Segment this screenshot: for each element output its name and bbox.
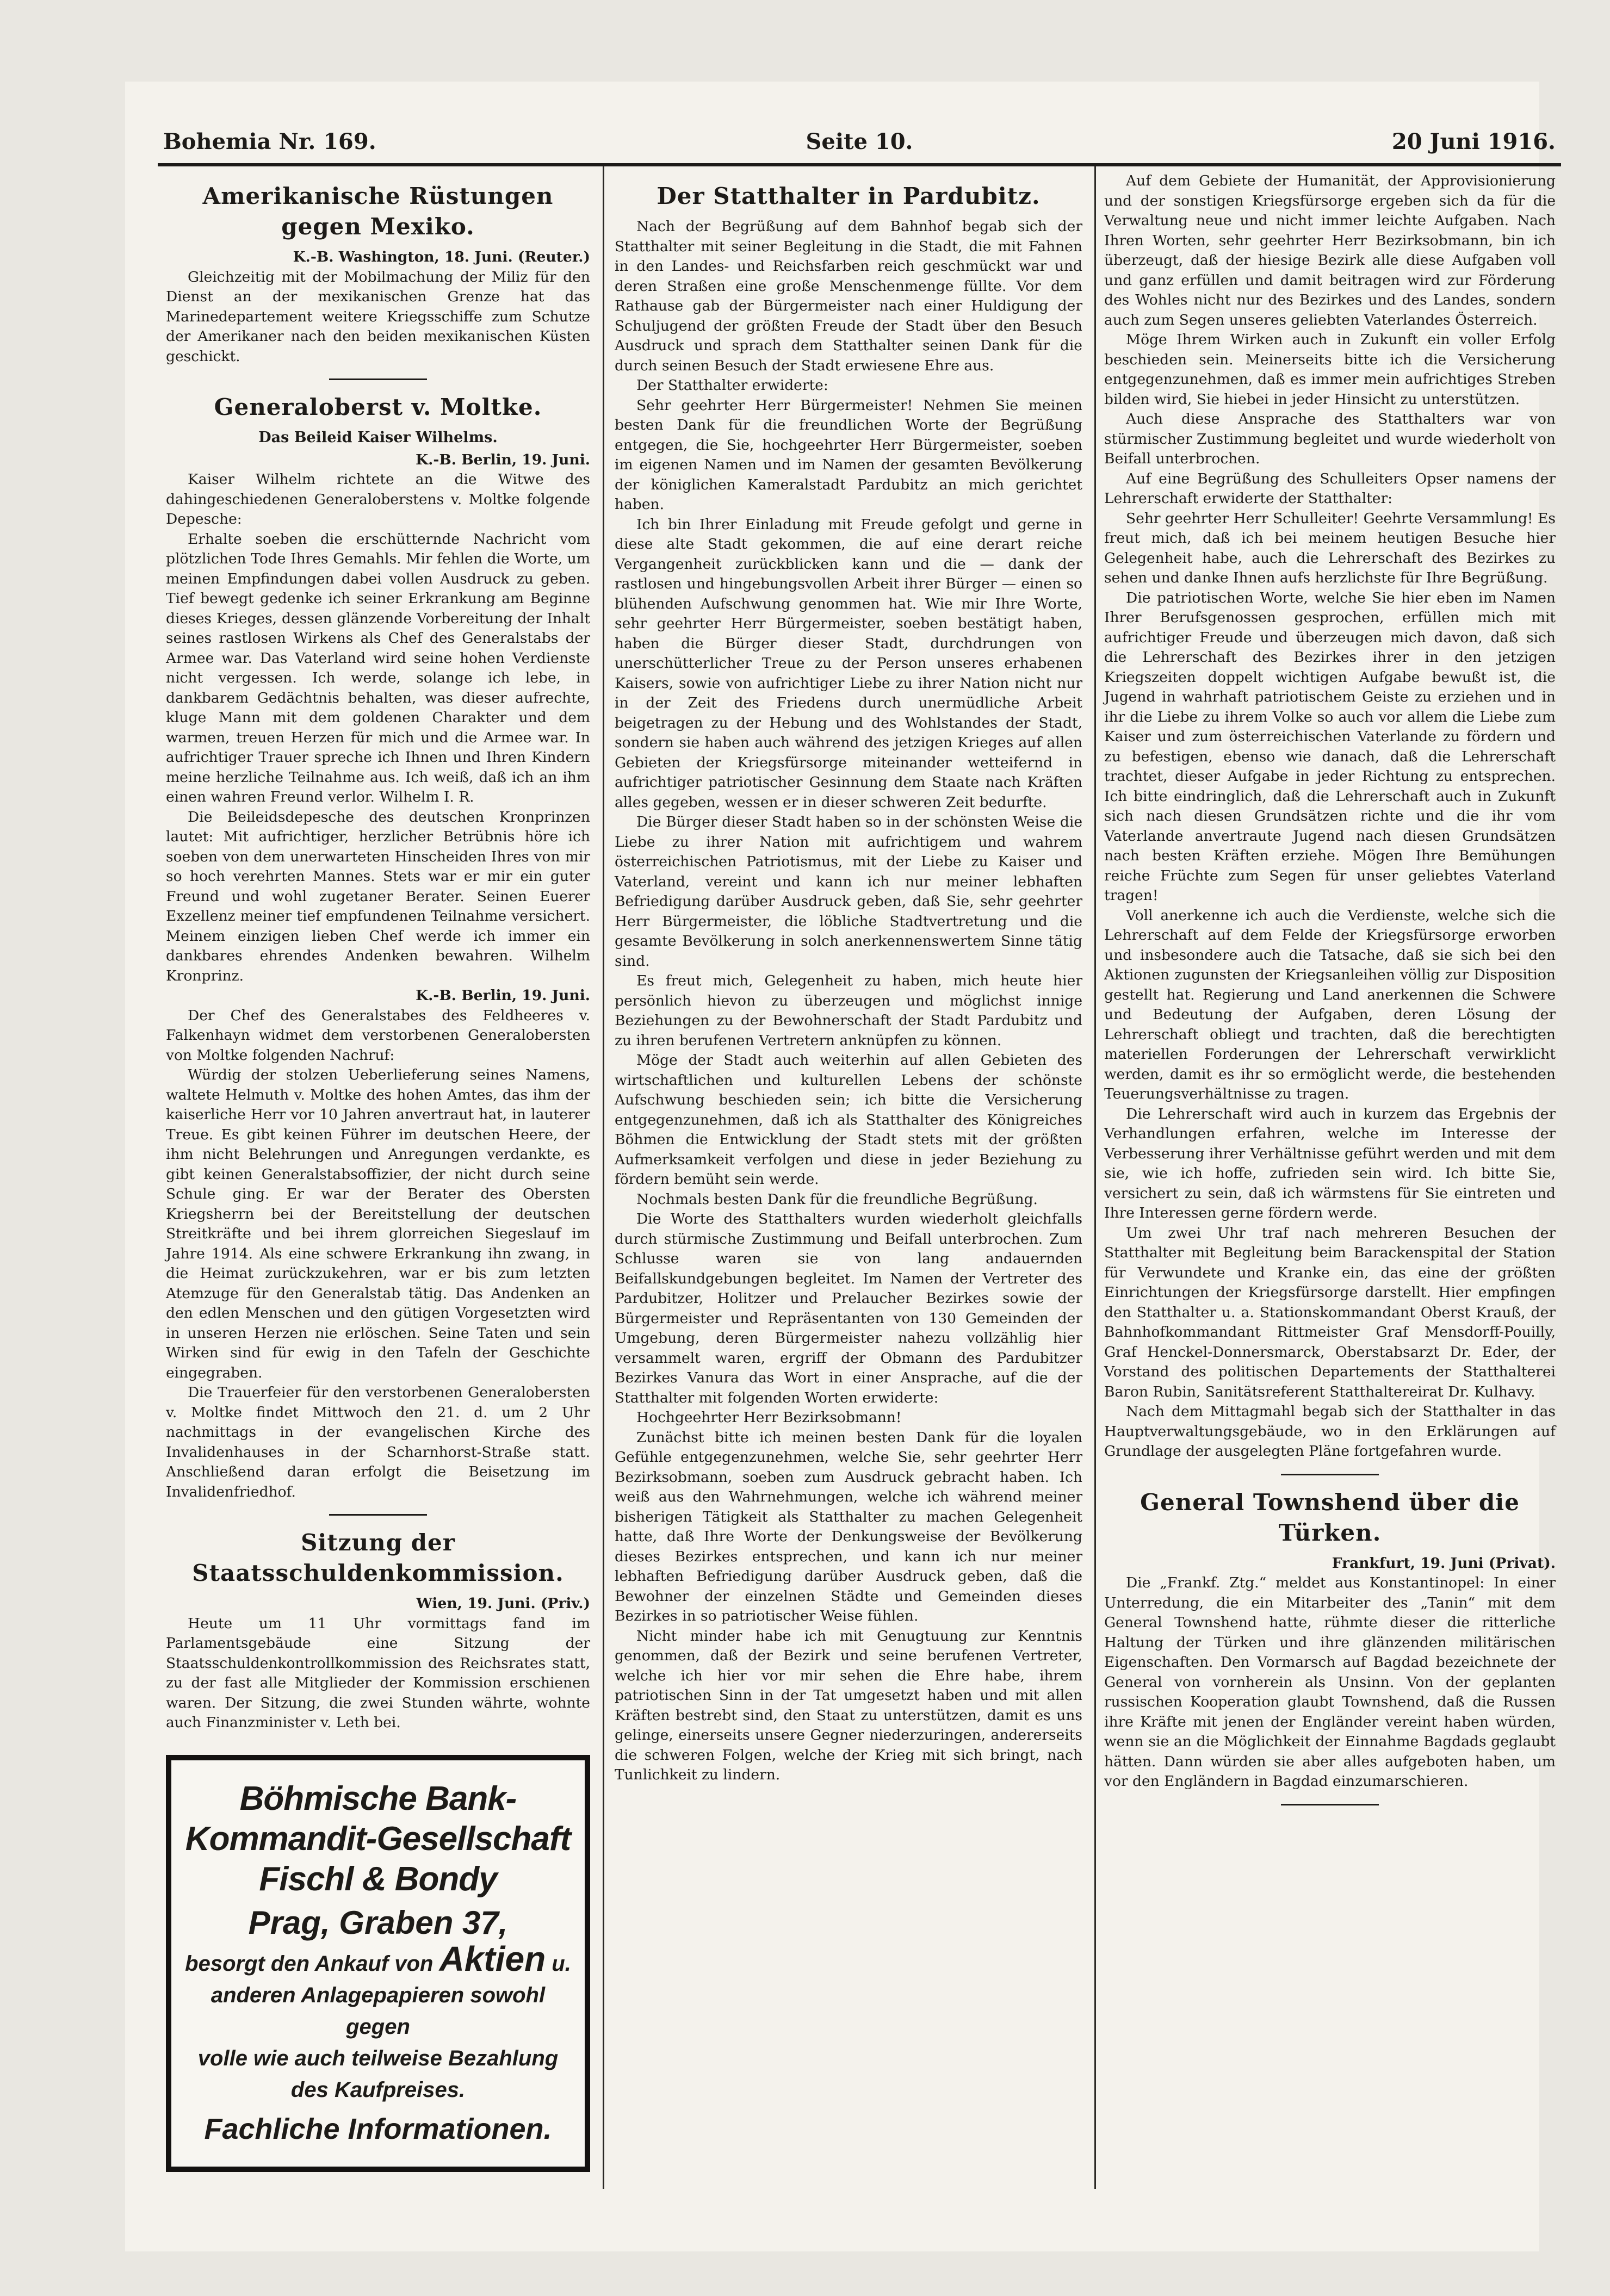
ad-line: anderen Anlagepapieren sowohl gegen [210, 1983, 546, 2039]
article-headline: Sitzung der Staatsschuldenkommission. [192, 1529, 564, 1586]
article-paragraph: Kaiser Wilhelm richtete an die Witwe des dahingeschiedenen Generaloberstens v. Moltke folgende Depesche: [166, 471, 590, 528]
article-paragraph: Um zwei Uhr traf nach mehreren Besuchen der Statthalter mit Begleitung beim Barackenspital der Station für Verwundete und Kranke ein, das eine der größten Einrichtungen der Kriegsfürsorge darstellt. Hier empfingen den Statthalter u. a. Stationskommandant Oberst Krauß, der Bahnhofkommandant Rittmeister Graf Mensdorff-Pouilly, Graf Henckel-Donnersmarck, Oberstabsarzt Dr. Eder, der Vorstand des politischen Departements der Statthalterei Baron Rubin, Sanitätsreferent Statthaltereirat Dr. Kulhavy. [1104, 1224, 1556, 1400]
article-paragraph: Die patriotischen Worte, welche Sie hier eben im Namen Ihrer Berufsgenossen gesprochen, erfüllen mich mit aufrichtiger Freude und überzeugen mich davon, daß sich die Lehrerschaft des Bezirkes ihrer in den jetzigen Kriegszeiten doppelt wichtigen Aufgabe bewußt ist, die Jugend in wahrhaft patriotischem Geiste zu erziehen und in ihr die Liebe zu ihrem Volke so auch vor allem die Liebe zum Kaiser und zum österreichischen Vaterlande zu fördern und zu befestigen, ebenso wie danach, daß die Lehrerschaft trachtet, dieser Aufgabe in jeder Richtung zu entsprechen. Ich bitte eindringlich, daß die Lehrerschaft auch in Zukunft sich nach diesen Grundsätzen richte und die ihr vom Vaterlande anvertraute Jugend nach diesen Grundsätzen nach besten Kräften erziehe. Mögen Ihre Bemühungen reiche Früchte zum Segen für unser geliebtes Vaterland tragen! [1104, 589, 1556, 904]
column-separator [1094, 166, 1096, 2189]
dateline: K.-B. Washington, 18. Juni. (Reuter.) [293, 249, 590, 265]
dateline: Frankfurt, 19. Juni (Privat). [1332, 1554, 1556, 1572]
article-paragraph: Erhalte soeben die erschütternde Nachricht vom plötzlichen Tode Ihres Gemahls. Mir fehlen die Worte, um meinen Empfindungen dabei vollen Ausdruck zu geben. Tief bewegt gedenke ich seiner Erkrankung am Beginne dieses Krieges, dessen glänzende Vorbereitung der Inhalt seines rastlosen Wirkens als Chef des Generalstabs der Armee war. Das Vaterland wird seine hohen Verdienste nicht vergessen. Ich werde, solange ich lebe, in dankbarem Gedächtnis behalten, was dieser aufrechte, kluge Mann mit dem goldenen Charakter und dem warmen, treuen Herzen für mich und die Armee war. In aufrichtiger Trauer spreche ich Ihnen und Ihren Kindern meine herzliche Teilnahme aus. Ich weiß, daß ich an ihm einen wahren Freund verlor. Wilhelm I. R. [166, 530, 590, 805]
article-paragraph: Der Chef des Generalstabes des Feldheeres v. Falkenhayn widmet dem verstorbenen Generalobersten von Moltke folgenden Nachruf: [166, 1007, 590, 1064]
article-paragraph: Voll anerkenne ich auch die Verdienste, welche sich die Lehrerschaft auf dem Felde der Kriegsfürsorge erworben und insbesondere auch die Tatsache, daß sie sich bei den Aktionen zugunsten der Kriegsanleihen völlig zur Disposition gestellt hat. Regierung und Land anerkennen die Schwere und Bedeutung der Aufgaben, deren Lösung der Lehrerschaft obliegt und trachten, daß die berechtigten materiellen Forderungen der Lehrerschaft verwirklicht werden, damit es ihr so ermöglicht werde, die bestehenden Teuerungsverhältnisse zu tragen. [1104, 907, 1556, 1102]
story-divider [329, 1514, 427, 1516]
header-rule [158, 163, 1561, 166]
article-paragraph: Der Statthalter erwiderte: [636, 377, 828, 394]
ad-address: Prag, Graben 37, [248, 1904, 508, 1941]
article-paragraph: Sehr geehrter Herr Bürgermeister! Nehmen Sie meinen besten Dank für die freundlichen Worte der Begrüßung entgegen, die Sie, hochgeehrter Herr Bürgermeister, soeben im eigenen Namen und im Namen der gesamten Bevölkerung der königlichen Kameralstadt Pardubitz an mich gerichtet haben. [615, 396, 1082, 513]
article-headline: General Townshend über die Türken. [1140, 1488, 1520, 1546]
page-header [163, 120, 1556, 163]
article-paragraph: Die Bürger dieser Stadt haben so in der schönsten Weise die Liebe zu ihrer Nation mit aufrichtigem und wahrem österreichischen Patriotismus, mit der Liebe zu Kaiser und Vaterland, vereint und kann ich nur meiner lebhaften Befriedigung darüber Ausdruck geben, daß Sie, sehr geehrter Herr Bürgermeister, die löbliche Stadtvertretung und die gesamte Bevölkerung in solch anerkennenswertem Sinne tätig sind. [615, 814, 1082, 970]
article-paragraph: Hochgeehrter Herr Bezirksobmann! [636, 1409, 902, 1426]
dateline: Wien, 19. Juni. (Priv.) [416, 1595, 590, 1612]
article-paragraph: Die Lehrerschaft wird auch in kurzem das Ergebnis der Verhandlungen erfahren, welche im Interesse der Verbesserung ihrer Verhältnisse geführt werden und mit dem sie, wie ich hoffe, zufrieden sein wird. Ich bitte Sie, versichert zu sein, daß ich wärmstens für Sie eintreten und Ihre Interessen gerne fördern werde. [1104, 1105, 1556, 1221]
article-paragraph: Auf eine Begrüßung des Schulleiters Opser namens der Lehrerschaft erwiderte der Statthalter: [1104, 470, 1556, 507]
article-paragraph: Es freut mich, Gelegenheit zu haben, mich heute hier persönlich hievon zu überzeugen und möglichst innige Beziehungen zu der Bewohnerschaft der Stadt Pardubitz und zu ihren berufenen Vertretern anknüpfen zu können. [615, 972, 1082, 1049]
column-2 [615, 171, 1082, 1785]
ad-line: besorgt den Ankauf von Aktien u. [185, 1939, 571, 1978]
article-paragraph: Gleichzeitig mit der Mobilmachung der Miliz für den Dienst an der mexikanischen Grenze hat das Marinedepartement weitere Kriegsschiffe zum Schutze der Amerikaner nach den beiden mexikanischen Küsten geschickt. [166, 268, 590, 365]
article-paragraph: Möge der Stadt auch weiterhin auf allen Gebieten des wirtschaftlichen und kulturellen Lebens der schönste Aufschwung beschieden sein; ich bitte die Versicherung entgegenzunehmen, daß ich als Statthalter des Königreiches Böhmen die Entwicklung der Stadt stets mit der größten Aufmerksamkeit verfolgen und diese in jeder Beziehung zu fördern bemüht sein werde. [615, 1052, 1082, 1188]
ad-company-name: Böhmische Bank-Kommandit-Gesellschaft Fischl & Bondy [185, 1779, 571, 1898]
ad-line: volle wie auch teilweise Bezahlung des Kaufpreises. [197, 2046, 559, 2102]
bank-advertisement [166, 1755, 590, 2172]
article-paragraph: Die Worte des Statthalters wurden wiederholt gleichfalls durch stürmische Zustimmung und Beifall unterbrochen. Zum Schlusse waren sie von lang andauernden Beifallskundgebungen begleitet. Im Namen der Vertreter des Pardubitzer, Holitzer und Prelaucher Bezirkes sowie der Bürgermeister und Repräsentanten von 130 Gemeinden der Umgebung, deren Bürgermeister nahezu vollzählig hier versammelt waren, ergriff der Obmann des Pardubitzer Bezirkes Vanura das Wort in einer Ansprache, auf die der Statthalter mit folgenden Worten erwiderte: [615, 1211, 1082, 1406]
issue-date: 20 Juni 1916. [1391, 128, 1556, 154]
article-paragraph: Die Trauerfeier für den verstorbenen Generalobersten v. Moltke findet Mittwoch den 21. d. um 2 Uhr nachmittags in der evangelischen Kirche des Invalidenhauses in der Scharnhorst-Straße statt. Anschließend daran erfolgt die Beisetzung im Invalidenfriedhof. [166, 1384, 590, 1500]
article-paragraph: Auch diese Ansprache des Statthalters war von stürmischer Zustimmung begleitet und wurde wiederholt von Beifall unterbrochen. [1104, 411, 1556, 467]
article-paragraph: Möge Ihrem Wirken auch in Zukunft ein voller Erfolg beschieden sein. Meinerseits bitte ich die Versicherung entgegenzunehmen, daß es immer mein aufrichtiges Streben bilden wird, Sie hiebei in jeder Hinsicht zu unterstützen. [1104, 331, 1556, 408]
article-paragraph: Nicht minder habe ich mit Genugtuung zur Kenntnis genommen, daß der Bezirk und seine berufenen Vertreter, welche ich hier vor mir sehen die Ehre habe, ihrem patriotischen Sinn in der Tat umgesetzt haben und mit allen Kräften bestrebt sind, den Staat zu unterstützen, damit es uns gelinge, einerseits unsere Gegner niederzuringen, andererseits die schweren Folgen, welche der Krieg mit sich bringt, nach Tunlichkeit zu lindern. [615, 1627, 1082, 1783]
article-paragraph: Würdig der stolzen Ueberlieferung seines Namens, waltete Helmuth v. Moltke des hohen Amtes, das ihm der kaiserliche Herr vor 10 Jahren anvertraut hat, in lauterer Treue. Es gibt keinen Führer im deutschen Heere, der ihm nicht Belehrungen und Anregungen verdankte, es gibt keinen Generalstabsoffizier, der nicht durch seine Schule ging. Er war der Berater des Obersten Kriegsherrn bei der Bereitstellung der deutschen Streitkräfte und bei ihrem glorreichen Siegeslauf im Jahre 1914. Als eine schwere Erkrankung ihn zwang, in die Heimat zurückzukehren, war er bis zum letzten Atemzuge für den Generalstab tätig. Das Andenken an den edlen Menschen und den gütigen Vorgesetzten wird in unseren Herzen nie erlöschen. Seine Taten und sein Wirken sind für ewig in den Tafeln der Geschichte eingegraben. [166, 1066, 590, 1381]
ad-footer: Fachliche Informationen. [204, 2112, 552, 2145]
article-paragraph: Heute um 11 Uhr vormittags fand im Parlamentsgebäude eine Sitzung der Staatsschuldenkontrollkommission des Reichsrates statt, zu der fast alle Mitglieder der Kommission erschienen waren. Der Sitzung, die zwei Stunden währte, wohnte auch Finanzminister v. Leth bei. [166, 1615, 590, 1731]
story-divider [1281, 1804, 1379, 1805]
article-headline: Amerikanische Rüstungen gegen Mexiko. [202, 183, 554, 240]
story-divider [329, 378, 427, 380]
column-3 [1104, 171, 1556, 1817]
column-separator [603, 166, 604, 2189]
column-1 [166, 171, 590, 2172]
article-paragraph: Nach der Begrüßung auf dem Bahnhof begab sich der Statthalter mit seiner Begleitung in die Stadt, die mit Fahnen in den Landes- und Reichsfarben reich geschmückt war und deren Straßen eine große Menschenmenge füllte. Vor dem Rathause gab der Bürgermeister nach einer Huldigung der Schuljugend der größten Freude der Stadt über den Besuch Ausdruck und sprach dem Statthalter seinen Dank für die durch seinen Besuch der Stadt erwiesene Ehre aus. [615, 218, 1082, 374]
article-paragraph: Die „Frankf. Ztg.“ meldet aus Konstantinopel: In einer Unterredung, die ein Mitarbeiter des „Tanin“ mit dem General Townshend hatte, rühmte dieser die ritterliche Haltung der Türken und ihre glänzenden militärischen Eigenschaften. Den Vormarsch auf Bagdad bezeichnete der General von vornherein als Unsinn. Von der geplanten russischen Kooperation glaubt Townshend, daß die Russen ihre Kräfte mit jenen der Engländer vereint haben würden, wenn sie an die Möglichkeit der Einnahme Bagdads geglaubt hätten. Dann würden sie aber alles aufgeboten haben, um vor den Engländern in Bagdad einzumarschieren. [1104, 1574, 1556, 1790]
article-paragraph: Nach dem Mittagmahl begab sich der Statthalter in das Hauptverwaltungsgebäude, wo in den Erklärungen auf Grundlage der ausgelegten Pläne fortgefahren wurde. [1104, 1403, 1556, 1460]
article-paragraph: Ich bin Ihrer Einladung mit Freude gefolgt und gerne in diese alte Stadt gekommen, die auf eine derart reiche Vergangenheit zurückblicken kann und die — dank der rastlosen und hingebungsvollen Arbeit ihrer Bürger — einen so blühenden Aufschwung genommen hat. Wie mir Ihre Worte, sehr geehrter Herr Bürgermeister, soeben bestätigt haben, haben die Bürger dieser Stadt, durchdrungen von unerschütterlicher Treue zu der Person unseres erhabenen Kaisers, sowie von aufrichtiger Liebe zu ihrer Nation nicht nur in der Zeit des Friedens durch unermüdliche Arbeit beigetragen zu der Hebung und des Wohlstandes der Stadt, sondern sie haben auch während des jetzigen Krieges auf allen Gebieten der Kriegsfürsorge miteinander wetteifernd in aufrichtiger patriotischer Gesinnung dem Staate nach Kräften alles gegeben, wessen er in dieser schweren Zeit bedurfte. [615, 516, 1082, 811]
page-number: Seite 10. [806, 128, 913, 154]
article-paragraph: Zunächst bitte ich meinen besten Dank für die loyalen Gefühle entgegenzunehmen, welche Sie, sehr geehrter Herr Bezirksobmann, soeben zum Ausdruck gebracht haben. Ich weiß aus den Wahrnehmungen, welche ich während meiner bisherigen Tätigkeit als Statthalter zu machen Gelegenheit hatte, daß Ihre Worte der Denkungsweise der Bevölkerung dieses Bezirkes entsprechen, und kann ich nur meiner lebhaften Befriedigung darüber Ausdruck geben, daß die Bewohner der einzelnen Städte und Gemeinden dieses Bezirkes in so patriotischer Weise fühlen. [615, 1429, 1082, 1624]
article-headline: Der Statthalter in Pardubitz. [657, 183, 1041, 209]
article-subheadline: Das Beileid Kaiser Wilhelms. [258, 429, 498, 446]
article-headline: Generaloberst v. Moltke. [214, 394, 542, 420]
article-paragraph: Die Beileidsdepesche des deutschen Kronprinzen lautet: Mit aufrichtiger, herzlicher Betrübnis höre ich soeben von dem unerwarteten Hinscheiden Ihres von mir so hoch verehrten Mannes. Stets war er mir ein guter Freund und wohl zugetaner Berater. Seinen Euerer Exzellenz meiner tief empfundenen Teilnahme versichert. Meinem einzigen lieben Chef werde ich immer ein dankbares ehrendes Andenken bewahren. Wilhelm Kronprinz. [166, 808, 590, 984]
article-paragraph: Auf dem Gebiete der Humanität, der Approvisionierung und der sonstigen Kriegsfürsorge ergeben sich da für die Verwaltung neue und nicht immer leichte Aufgaben. Nach Ihren Worten, sehr geehrter Herr Bezirksobmann, bin ich überzeugt, daß der hiesige Bezirk alle diese Aufgaben voll und ganz erfüllen und damit beitragen wird zur Förderung des Wohles nicht nur des Bezirkes und des Landes, sondern auch zum Segen unseres geliebten Vaterlandes Österreich. [1104, 172, 1556, 328]
article-paragraph: Nochmals besten Dank für die freundliche Begrüßung. [636, 1190, 1038, 1208]
dateline: K.-B. Berlin, 19. Juni. [416, 451, 590, 468]
article-paragraph: Sehr geehrter Herr Schulleiter! Geehrte Versammlung! Es freut mich, daß ich bei meinem heutigen Besuche hier Gelegenheit habe, auch die Lehrerschaft des Bezirkes zu sehen und danke Ihnen aufs herzlichste für Ihre Begrüßung. [1104, 510, 1556, 586]
story-divider [1281, 1474, 1379, 1475]
dateline: K.-B. Berlin, 19. Juni. [416, 987, 590, 1004]
issue-label: Bohemia Nr. 169. [163, 128, 376, 154]
